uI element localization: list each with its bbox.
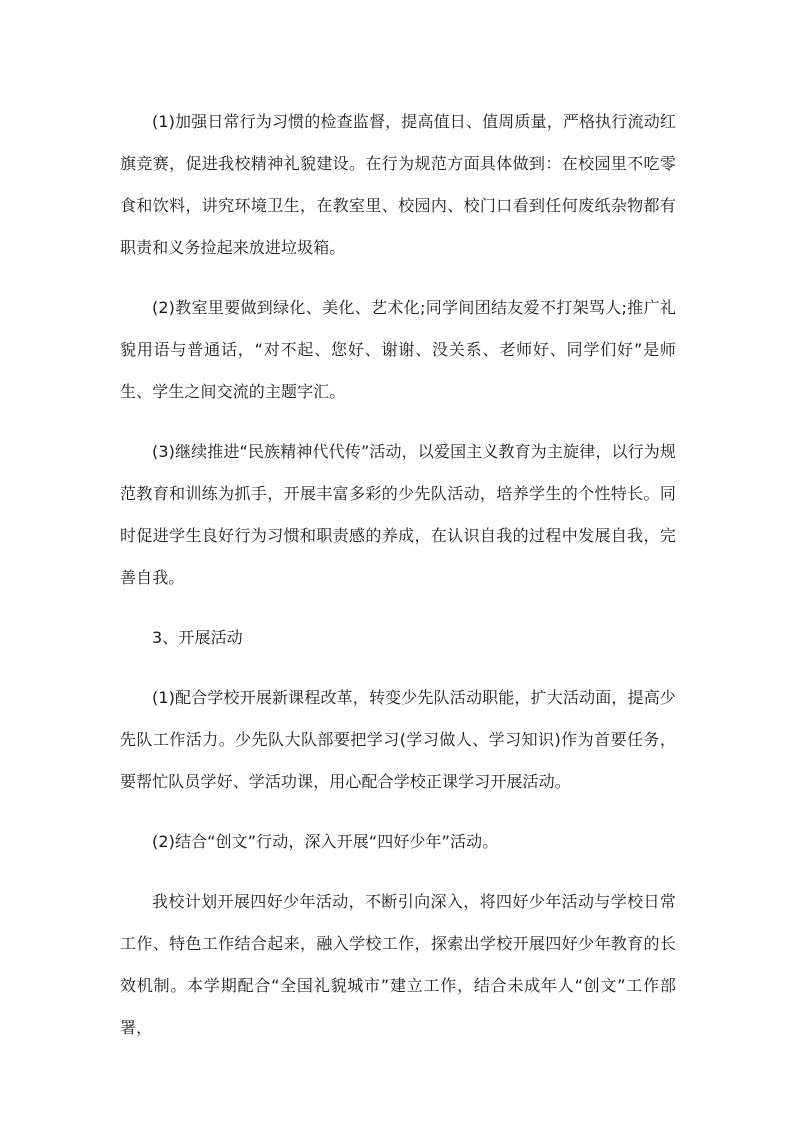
paragraph-behavior-supervision: (1)加强日常行为习惯的检查监督，提高值日、值周质量，严格执行流动红旗竞赛，促进我校精神礼貌建设。在行为规范方面具体做到：在校园里不吃零食和饮料，讲究环境卫生，在教室里、校园内、校门口看到任何废纸杂物都有职责和义务捡起来放进垃圾箱。 <box>120 112 676 257</box>
paragraph-four-good-youth: (2)结合“创文”行动，深入开展“四好少年”活动。 <box>152 832 499 851</box>
section-heading-activities: 3、开展活动 <box>152 628 243 647</box>
paragraph-classroom-etiquette: (2)教室里要做到绿化、美化、艺术化;同学间团结友爱不打架骂人;推广礼貌用语与普通话，“对不起、您好、谢谢、没关系、老师好、同学们好”是师生、学生之间交流的主题字汇。 <box>120 298 676 401</box>
paragraph-curriculum-reform: (1)配合学校开展新课程改革，转变少先队活动职能，扩大活动面，提高少先队工作活力。少先队大队部要把学习(学习做人、学习知识)作为首要任务，要帮忙队员学好、学活功课，用心配合学校正课学习开展活动。 <box>120 688 676 791</box>
paragraph-national-spirit: (3)继续推进“民族精神代代传”活动，以爱国主义教育为主旋律，以行为规范教育和训练为抓手，开展丰富多彩的少先队活动，培养学生的个性特长。同时促进学生良好行为习惯和职责感的养成，在认识自我的过程中发展自我，完善自我。 <box>120 442 676 587</box>
document-page <box>120 101 676 1049</box>
paragraph-school-plan: 我校计划开展四好少年活动，不断引向深入，将四好少年活动与学校日常工作、特色工作结合起来，融入学校工作，探索出学校开展四好少年教育的长效机制。本学期配合“全国礼貌城市”建立工作，结合未成年人“创文”工作部署， <box>120 892 676 1037</box>
